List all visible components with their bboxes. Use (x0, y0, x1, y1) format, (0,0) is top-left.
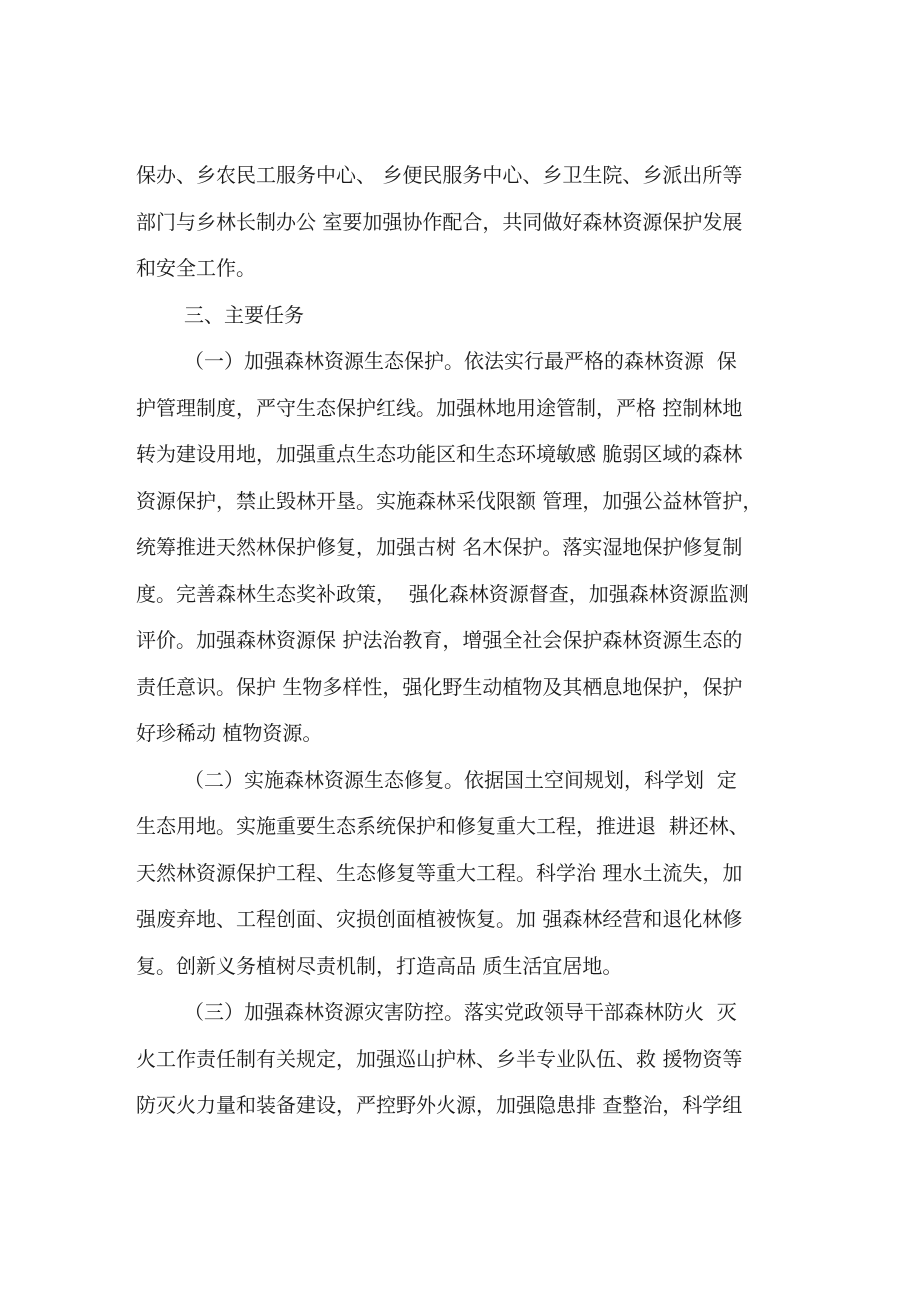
text-line: 资源保护，禁止毁林开垦。实施森林采伐限额 管理，加强公益林管护， (136, 488, 763, 513)
section-heading (136, 292, 796, 339)
text-line: 防灭火力量和装备建设，严控野外火源，加强隐患排 查整治，科学组 (136, 1093, 743, 1117)
paragraph-intro (136, 152, 796, 292)
text-line: 强废弃地、工程创面、灾损创面植被恢复。加 强森林经营和退化林修 (136, 907, 743, 931)
text-line: 统筹推进天然林保护修复，加强古树 名木保护。落实湿地保护修复制 (136, 535, 743, 559)
text-line: 保办、乡农民工服务中心、 乡便民服务中心、乡卫生院、乡派出所等 (136, 163, 743, 187)
text-line: 天然林资源保护工程、生态修复等重大工程。科学治 理水土流失，加 (136, 860, 743, 885)
text-line: （二）实施森林资源生态修复。依据国土空间规划，科学划 定 (184, 767, 737, 792)
text-line: 复。创新义务植树尽责机制，打造高品 质生活宜居地。 (136, 953, 623, 978)
text-line: 部门与乡林长制办公 室要加强协作配合，共同做好森林资源保护发展 (136, 209, 743, 234)
paragraph-3 (136, 989, 796, 1129)
text-line: 火工作责任制有关规定，加强巡山护林、乡半专业队伍、救 援物资等 (136, 1046, 743, 1071)
text-line: （一）加强森林资源生态保护。依法实行最严格的森林资源 保 (184, 349, 737, 373)
text-line: （三）加强森林资源灾害防控。落实党政领导干部森林防火 灭 (184, 1000, 737, 1024)
text-line: 护管理制度，严守生态保护红线。加强林地用途管制，严格 控制林地 (136, 395, 743, 420)
text-line: 责任意识。保护 生物多样性，强化野生动植物及其栖息地保护，保护 (136, 674, 743, 699)
text-line: 和安全工作。 (136, 256, 256, 280)
paragraph-1 (136, 338, 796, 757)
text-line: 好珍稀动 植物资源。 (136, 721, 323, 745)
section-heading-text: 三、主要任务 (184, 302, 304, 327)
text-line: 度。完善森林生态奖补政策， 强化森林资源督查，加强森林资源监测 (136, 581, 749, 606)
paragraph-2 (136, 757, 796, 990)
text-line: 评价。加强森林资源保 护法治教育，增强全社会保护森林资源生态的 (136, 628, 743, 652)
text-line: 转为建设用地，加强重点生态功能区和生态环境敏感 脆弱区域的森林 (136, 442, 743, 466)
text-line: 生态用地。实施重要生态系统保护和修复重大工程，推进退 耕还林、 (136, 814, 749, 838)
document-body (136, 152, 796, 1129)
